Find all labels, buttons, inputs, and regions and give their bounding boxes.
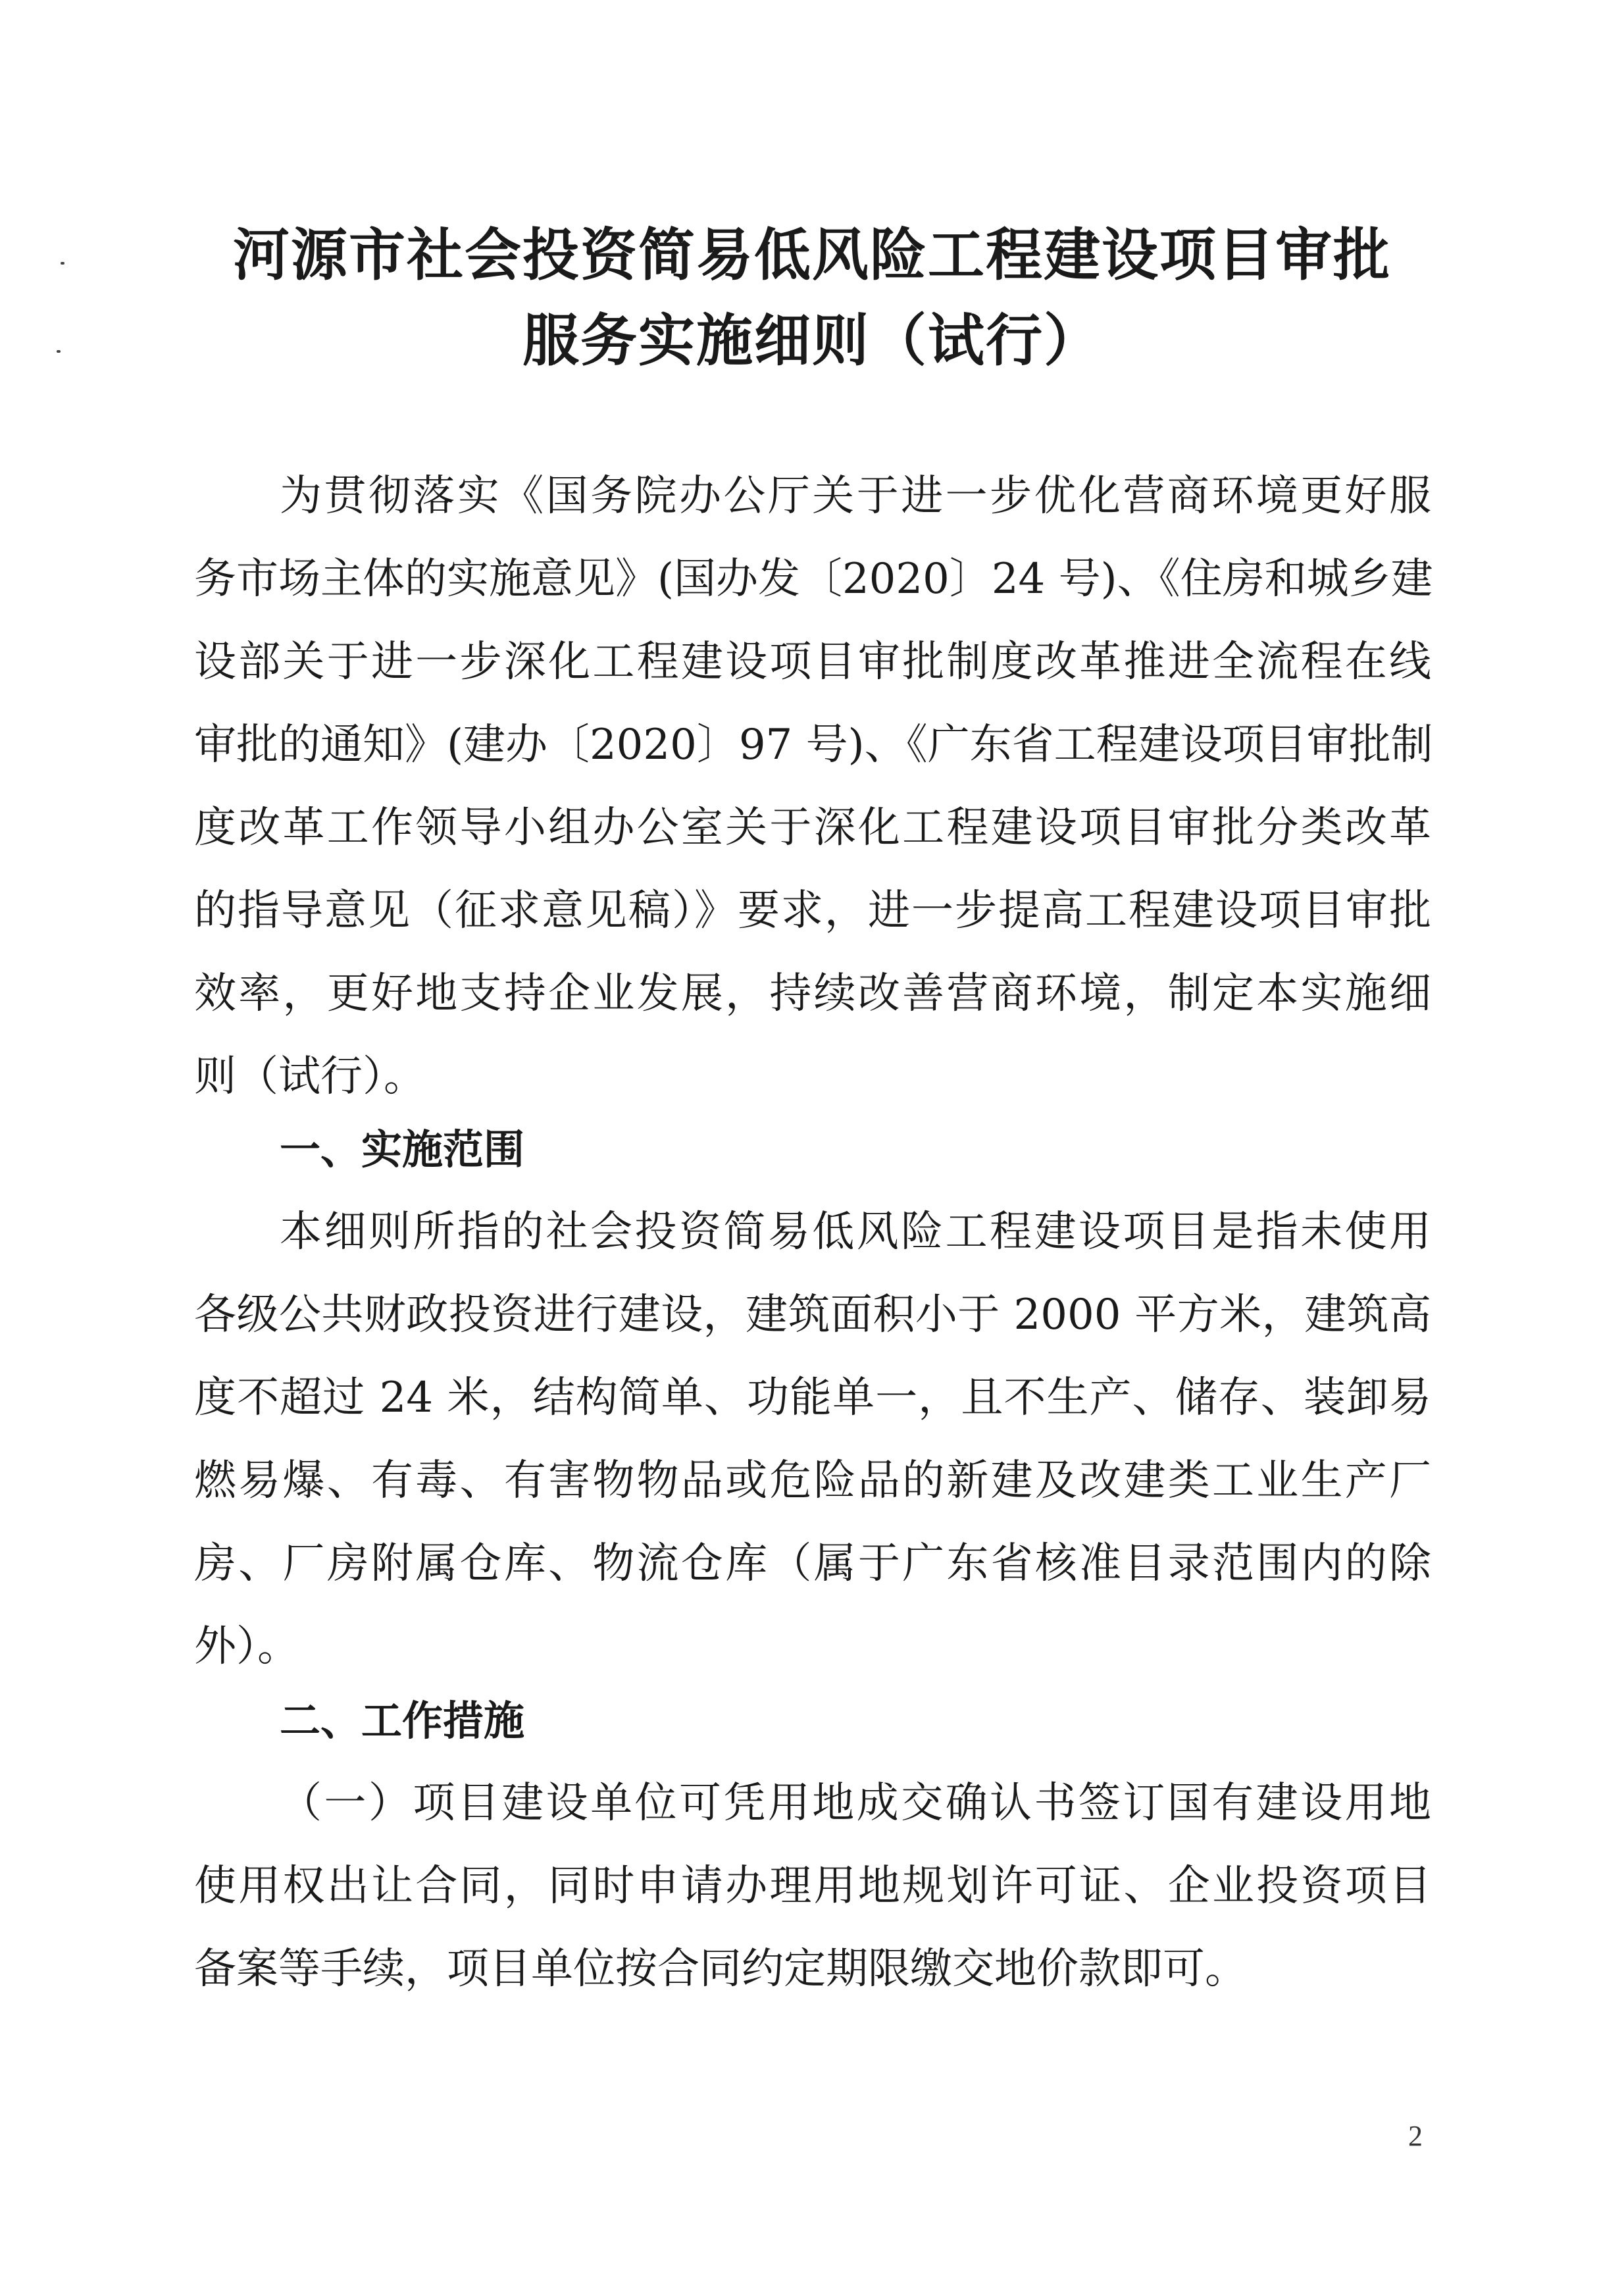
intro-line: 度改革工作领导小组办公室关于深化工程建设项目审批分类改革 — [194, 804, 1431, 852]
section1-line: 各级公共财政投资进行建设，建筑面积小于 2000 平方米，建筑高 — [194, 1291, 1431, 1339]
intro-line: 效率，更好地支持企业发展，持续改善营商环境，制定本实施细 — [194, 969, 1431, 1018]
section1-line: 本细则所指的社会投资简易低风险工程建设项目是指未使用 — [280, 1208, 1431, 1256]
section1-line: 燃易爆、有毒、有害物物品或危险品的新建及改建类工业生产厂 — [194, 1456, 1431, 1505]
document-title-line-2: 服务实施细则（试行） — [522, 308, 1102, 374]
section-heading-measures: 二、工作措施 — [280, 1697, 525, 1745]
section1-line: 外）。 — [194, 1622, 299, 1671]
page-number: 2 — [1408, 2120, 1423, 2152]
intro-line: 设部关于进一步深化工程建设项目审批制度改革推进全流程在线 — [194, 638, 1431, 686]
document-title-line-1: 河源市社会投资简易低风险工程建设项目审批 — [233, 222, 1391, 288]
section2-line: 使用权出让合同，同时申请办理用地规划许可证、企业投资项目 — [194, 1862, 1431, 1911]
section1-line: 度不超过 24 米，结构简单、功能单一，且不生产、储存、装卸易 — [194, 1374, 1431, 1422]
intro-line: 务市场主体的实施意见》(国办发〔2020〕24 号)、《住房和城乡建 — [194, 555, 1433, 603]
intro-line: 审批的通知》(建办〔2020〕97 号)、《广东省工程建设项目审批制 — [194, 721, 1433, 769]
section-heading-scope: 一、实施范围 — [280, 1125, 525, 1173]
intro-line: 的指导意见（征求意见稿）》要求，进一步提高工程建设项目审批 — [194, 886, 1431, 935]
section2-line: （一）项目建设单位可凭用地成交确认书签订国有建设用地 — [280, 1779, 1431, 1828]
intro-line: 则（试行）。 — [194, 1052, 426, 1101]
section1-line: 房、厂房附属仓库、物流仓库（属于广东省核准目录范围内的除 — [194, 1539, 1431, 1588]
intro-line: 为贯彻落实《国务院办公厅关于进一步优化营商环境更好服 — [280, 472, 1431, 521]
section2-line: 备案等手续，项目单位按合同约定期限缴交地价款即可。 — [194, 1945, 1247, 1993]
